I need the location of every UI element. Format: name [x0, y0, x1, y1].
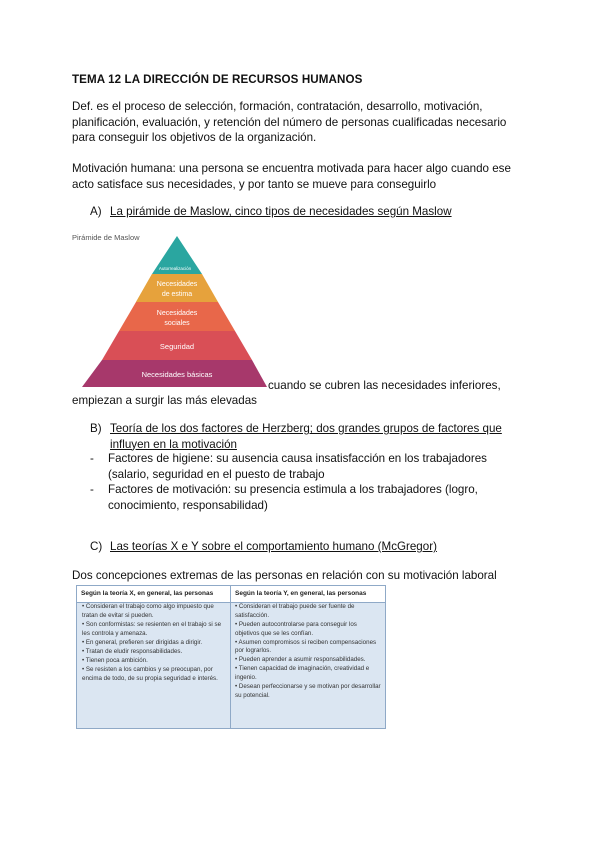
herzberg-bullets: [90, 451, 530, 513]
table-cell: • Tratan de eludir responsabilidades.: [82, 647, 183, 655]
table-column-x: [82, 603, 227, 684]
definition-paragraph: Def. es el proceso de selección, formación, contratación, desarrollo, motivación, planificación, evaluación, y retención del número de personas cualificadas necesario para conseguir los objetivos de la organización.: [72, 100, 507, 144]
table-cell: • Consideran el trabajo como algo impuesto que tratan de evitar si pueden.: [82, 603, 214, 619]
pyramid-label-3a: Necesidades: [156, 310, 198, 317]
pyramid-svg: [72, 232, 272, 392]
bullet-text: Factores de higiene: su ausencia causa insatisfacción en los trabajadores (salario, seguridad en el puesto de trabajo: [108, 452, 487, 481]
table-header-y: Según la teoría Y, en general, las personas: [231, 586, 385, 603]
section-c-letter: C): [90, 540, 103, 553]
bullet-dash: -: [90, 452, 94, 465]
list-item: [90, 451, 530, 482]
table-cell: • Pueden aprender a asumir responsabilidades.: [235, 656, 366, 664]
document-title: TEMA 12 LA DIRECCIÓN DE RECURSOS HUMANOS: [72, 73, 363, 86]
section-b-title: Teoría de los dos factores de Herzberg; dos grandes grupos de factores que influyen en la motivación: [110, 422, 502, 451]
pyramid-label-1: Autorrealización: [158, 266, 192, 271]
bullet-dash: -: [90, 483, 94, 496]
section-a-letter: A): [90, 205, 102, 218]
table-cell: • Se resisten a los cambios y se preocupan, por encima de todo, de su propia seguridad e interés.: [82, 665, 218, 682]
table-cell: • Asumen compromisos si reciben compensaciones por lograrlos.: [235, 638, 377, 655]
table-cell: • Tienen capacidad de imaginación, creatividad e ingenio.: [235, 665, 370, 682]
bullet-text: Factores de motivación: su presencia estimula a los trabajadores (logro, conocimiento, responsabilidad): [108, 483, 478, 512]
table-cell: • Desean perfeccionarse y se motivan por desarrollar su potencial.: [235, 683, 381, 699]
pyramid-caption: Pirámide de Maslow: [72, 233, 140, 242]
theory-xy-table: [76, 585, 386, 729]
pyramid-label-4: Seguridad: [159, 342, 195, 351]
pyramid-label-3b: sociales: [164, 320, 190, 327]
section-a-title: La pirámide de Maslow, cinco tipos de necesidades según Maslow: [110, 205, 452, 218]
table-cell: • Tienen poca ambición.: [82, 656, 148, 664]
table-cell: • Son conformistas: se resienten en el trabajo si se les controla y amenaza.: [82, 620, 222, 637]
pyramid-label-2b: de estima: [161, 291, 193, 298]
table-header-x: Según la teoría X, en general, las personas: [77, 586, 230, 603]
list-item: [90, 482, 530, 513]
pyramid-after-text-2: empiezan a surgir las más elevadas: [72, 394, 257, 407]
dos-concepciones-text: Dos concepciones extremas de las personas en relación con su motivación laboral: [72, 569, 497, 582]
table-column-y: [235, 603, 381, 701]
table-separator: [230, 586, 231, 728]
table-cell: • Consideran el trabajo puede ser fuente de satisfacción.: [235, 603, 355, 619]
table-cell: • En general, prefieren ser dirigidas a dirigir.: [82, 638, 203, 646]
maslow-pyramid: [72, 232, 272, 392]
pyramid-after-text-1: cuando se cubren las necesidades inferiores,: [268, 379, 501, 392]
section-b-letter: B): [90, 422, 102, 435]
pyramid-label-5: Necesidades básicas: [141, 370, 213, 379]
motivation-paragraph: Motivación humana: una persona se encuentra motivada para hacer algo cuando ese acto satisface sus necesidades, y por tanto se mueve para conseguirlo: [72, 162, 511, 191]
section-c-title: Las teorías X e Y sobre el comportamiento humano (McGregor): [110, 540, 437, 553]
pyramid-label-2a: Necesidades: [156, 281, 198, 288]
table-cell: • Pueden autocontrolarse para conseguir los objetivos que se les confían.: [235, 620, 357, 637]
